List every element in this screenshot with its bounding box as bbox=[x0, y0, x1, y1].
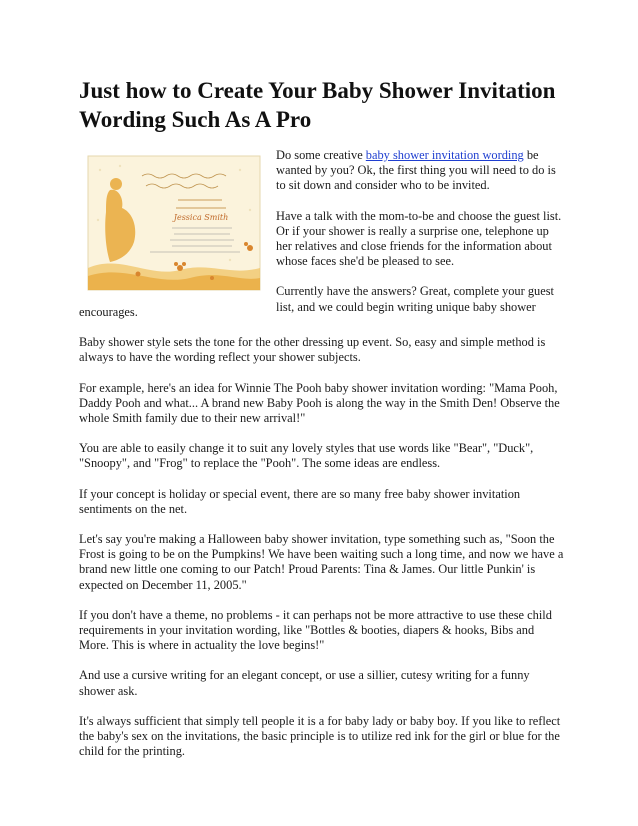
intro-paragraph-3: Currently have the answers? Great, complete your guest list, and we could begin writing unique baby shower bbox=[276, 284, 555, 314]
body-paragraph: Let's say you're making a Halloween baby shower invitation, type something such as, "Soon the Frost is going to be on the Pumpkins! We have been waiting such a long time, and now we have a brand new little one coming to our Patch! Proud Parents: Tina & James. Our little Punkin' is expected on December 11, 2005." bbox=[79, 532, 564, 592]
body-paragraph: If you don't have a theme, no problems - it can perhaps not be more attractive to use these child requirements in your invitation wording, like "Bottles & booties, diapers & hooks, Bibs and More. This is where in actuality the love begins!" bbox=[79, 607, 552, 653]
article-title: Just how to Create Your Baby Shower Invitation Wording Such As A Pro bbox=[79, 78, 556, 132]
intro-paragraph-2: Have a talk with the mom-to-be and choose the guest list. Or if your shower is really a surprise one, telephone up her relatives and close friends for the information about whose faces she'd be pleased to see. bbox=[276, 208, 562, 269]
body-paragraph: Baby shower style sets the tone for the other dressing up event. So, easy and simple method is always to have the wording reflect your shower subjects. bbox=[79, 335, 546, 365]
body-paragraph: If your concept is holiday or special event, there are so many free baby shower invitation sentiments on the net. bbox=[79, 486, 521, 516]
intro-column bbox=[276, 148, 566, 315]
intro-continuation: encourages. bbox=[79, 305, 138, 319]
article-body bbox=[79, 305, 567, 774]
invitation-card-image bbox=[80, 150, 268, 296]
body-paragraph: For example, here's an idea for Winnie The Pooh baby shower invitation wording: "Mama Pooh, Daddy Pooh and what... A brand new Baby Pooh is along the way in the Smith Den! Observe the whole Smith family due to their new arrival!" bbox=[79, 380, 560, 426]
body-paragraph: You are able to easily change it to suit any lovely styles that use words like "Bear", "Duck", "Snoopy", and "Frog" to replace the "Pooh". The some ideas are endless. bbox=[79, 441, 534, 471]
baby-shower-invitation-wording-link[interactable]: baby shower invitation wording bbox=[365, 148, 524, 162]
body-paragraph: And use a cursive writing for an elegant concept, or use a sillier, cutesy writing for a funny shower ask. bbox=[79, 668, 530, 698]
body-paragraph: It's always sufficient that simply tell people it is a for baby lady or baby boy. If you like to reflect the baby's sex on the invitations, the basic principle is to utilize red ink for the girl or blue for the child for the printing. bbox=[79, 713, 561, 759]
intro-paragraph-1: Do some creative baby shower invitation wording be wanted by you? Ok, the first thing you will need to do is to sit down and consider who to be invited. bbox=[276, 148, 556, 193]
svg-text:Jessica Smith: Jessica Smith bbox=[173, 213, 229, 222]
